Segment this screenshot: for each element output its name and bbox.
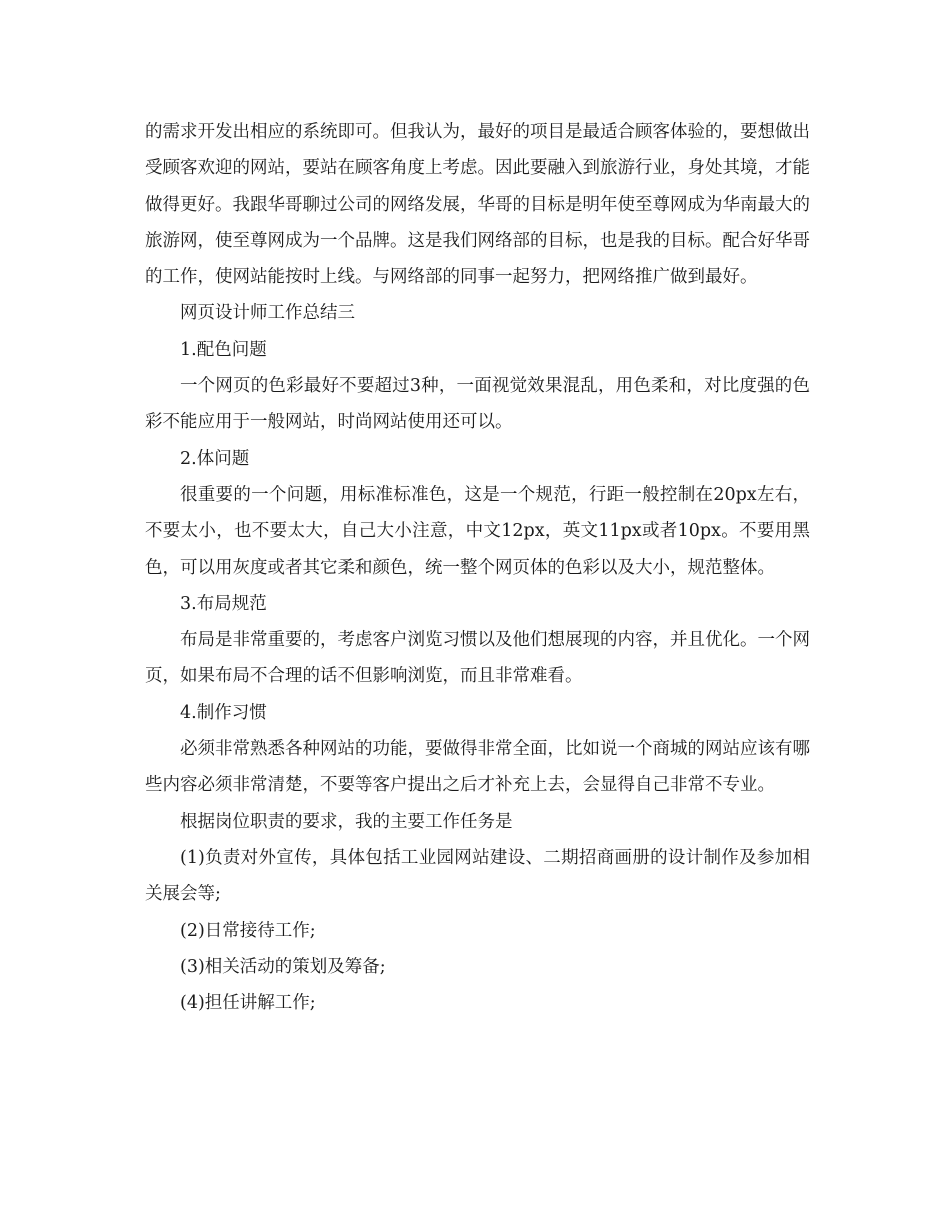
document-body <box>145 114 810 1021</box>
subheading-habits: 4.制作习惯 <box>180 702 267 723</box>
list-item-duty-1: (1)负责对外宣传，具体包括工业园网站建设、二期招商画册的设计制作及参加相关展会等; <box>145 847 810 905</box>
paragraph-color: 一个网页的色彩最好不要超过3种，一面视觉效果混乱，用色柔和，对比度强的色彩不能应用于一般网站，时尚网站使用还可以。 <box>145 376 810 433</box>
paragraph-continuation: 的需求开发出相应的系统即可。但我认为，最好的项目是最适合顾客体验的，要想做出受顾客欢迎的网站，要站在顾客角度上考虑。因此要融入到旅游行业，身处其境，才能做得更好。我跟华哥聊过公司的网络发展，华哥的目标是明年使至尊网成为华南最大的旅游网，使至尊网成为一个品牌。这是我们网络部的目标，也是我的目标。配合好华哥的工作，使网站能按时上线。与网络部的同事一起努力，把网络推广做到最好。 <box>145 122 810 288</box>
paragraph-duties-intro: 根据岗位职责的要求，我的主要工作任务是 <box>180 811 513 832</box>
subheading-layout: 3.布局规范 <box>180 593 267 614</box>
list-item-duty-3: (3)相关活动的策划及筹备; <box>180 956 386 977</box>
paragraph-habits: 必须非常熟悉各种网站的功能，要做得非常全面，比如说一个商城的网站应该有哪些内容必须非常清楚，不要等客户提出之后才补充上去，会显得自己非常不专业。 <box>145 739 810 796</box>
subheading-font: 2.体问题 <box>180 448 250 469</box>
list-item-duty-4: (4)担任讲解工作; <box>180 993 316 1014</box>
paragraph-layout: 布局是非常重要的，考虑客户浏览习惯以及他们想展现的内容，并且优化。一个网页，如果布局不合理的话不但影响浏览，而且非常难看。 <box>145 630 810 687</box>
section-heading: 网页设计师工作总结三 <box>180 303 355 324</box>
paragraph-font: 很重要的一个问题，用标准标准色，这是一个规范，行距一般控制在20px左右，不要太小，也不要太大，自己大小注意，中文12px，英文11px或者10px。不要用黑色，可以用灰度或者其它柔和颜色，统一整个网页体的色彩以及大小，规范整体。 <box>145 484 810 578</box>
subheading-color: 1.配色问题 <box>180 339 267 360</box>
list-item-duty-2: (2)日常接待工作; <box>180 920 316 941</box>
